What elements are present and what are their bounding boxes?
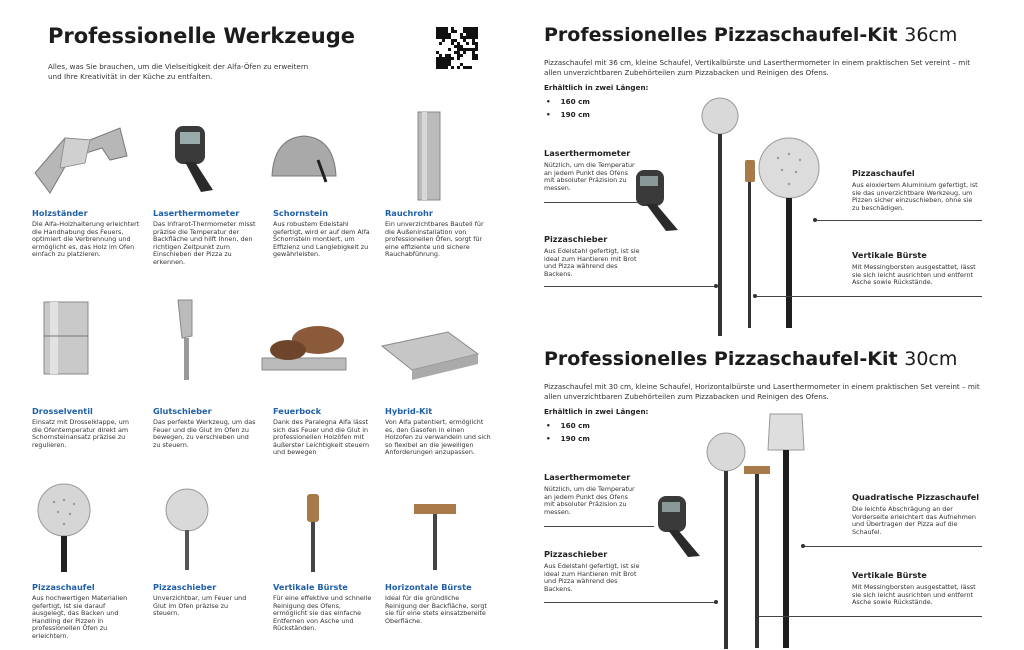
product-title-drosselventil: Drosselventil (32, 406, 93, 416)
qr-code-icon[interactable] (436, 27, 478, 69)
kit36-turning-peel-image (700, 94, 740, 338)
product-desc-vertikale-buerste: Für eine effektive und schnelle Reinigung des Ofens, ermöglicht sie das einfache Entfernen von Asche und Rückständen. (273, 594, 372, 633)
horizontal-brush-image (410, 500, 460, 572)
page-intro: Alles, was Sie brauchen, um die Vielseitigkeit der Alfa-Öfen zu erweitern und Ihre Kreativität in der Küche zu entfalten. (48, 62, 309, 81)
kit30-title-size: 30cm (904, 348, 958, 370)
product-title-pizzaschaufel: Pizzaschaufel (32, 582, 95, 592)
product-title-holzstaender: Holzständer (32, 208, 88, 218)
kit30-component-desc-pizzaschieber: Aus Edelstahl gefertigt, ist sie ideal zum Hantieren mit Brot und Pizza während des Backens. (544, 562, 640, 593)
product-desc-rauchrohr: Ein unverzichtbares Bauteil für die Außeninstallation von professionellen Öfen, sorgt für eine effiziente und sichere Rauchabführung. (385, 220, 484, 259)
kit36-component-desc-laserthermometer: Nützlich, um die Temperatur an jedem Punkt des Ofens mit absoluter Präzision zu messen. (544, 161, 635, 192)
product-desc-laserthermometer: Das Infrarot-Thermometer misst präzise die Temperatur der Backfläche und hilft Ihnen, den richtigen Zeitpunkt zum Einschieben der Pizza zu erkennen. (153, 220, 256, 266)
product-title-laserthermometer: Laserthermometer (153, 208, 240, 218)
product-desc-pizzaschaufel: Aus hochwertigen Materialien gefertigt, ist sie darauf ausgelegt, das Backen und Handling der Pizzen in professionellen Öfen zu erleichtern. (32, 594, 128, 640)
product-title-pizzaschieber: Pizzaschieber (153, 582, 217, 592)
page-title: Professionelle Werkzeuge (48, 24, 355, 48)
kit36-title-size: 36cm (904, 24, 958, 46)
smoke-pipe-image (412, 110, 446, 202)
pizza-turning-peel-image (162, 488, 212, 572)
laser-thermometer-image (165, 124, 225, 194)
kit30-square-peel-image (764, 410, 808, 650)
kit36-title (544, 24, 957, 46)
product-title-feuerbock: Feuerbock (273, 406, 322, 416)
kit30-length-1: • 160 cm (546, 421, 590, 430)
kit30-component-desc-laserthermometer: Nützlich, um die Temperatur an jedem Punkt des Ofens mit absoluter Präzision zu messen. (544, 485, 635, 516)
product-title-rauchrohr: Rauchrohr (385, 208, 433, 218)
product-desc-hybrid-kit: Von Alfa patentiert, ermöglicht es, den Gasofen in einen Holzofen zu verwandeln und sich so flexibel an die jeweiligen Anforderungen anzupassen. (385, 418, 491, 457)
kit30-component-title-vertikale-buerste: Vertikale Bürste (852, 570, 927, 580)
kit36-component-desc-pizzaschaufel: Aus eloxiertem Aluminium gefertigt, ist sie das unverzichtbare Werkzeug, um Pizzen sicher einzuschieben, ohne sie zu beschädigen. (852, 181, 978, 212)
product-desc-pizzaschieber: Unverzichtbar, um Feuer und Glut im Ofen präzise zu steuern. (153, 594, 247, 618)
ember-pusher-image (172, 296, 202, 382)
product-title-vertikale-buerste: Vertikale Bürste (273, 582, 348, 592)
kit30-availability-label: Erhältlich in zwei Längen: (544, 407, 649, 416)
kit30-component-title-pizzaschieber: Pizzaschieber (544, 549, 608, 559)
kit30-length-2: • 190 cm (546, 434, 590, 443)
kit36-title-bold: Professionelles Pizzaschaufel-Kit (544, 24, 898, 46)
kit30-thermometer-image (650, 494, 708, 558)
product-desc-holzstaender: Die Alfa-Holzhalterung erleichtert die Handhabung des Feuers, optimiert die Verbrennung und ermöglicht es, das Holz im Ofen einfach zu platzieren. (32, 220, 140, 259)
kit36-availability-label: Erhältlich in zwei Längen: (544, 83, 649, 92)
wood-stand-image (30, 118, 130, 198)
pizza-peel-perforated-image (36, 482, 92, 574)
product-title-hybrid-kit: Hybrid-Kit (385, 406, 433, 416)
product-title-glutschieber: Glutschieber (153, 406, 212, 416)
product-desc-drosselventil: Einsatz mit Drosselklappe, um die Ofentemperatur direkt am Schornsteinansatz präzise zu regulieren. (32, 418, 129, 449)
kit36-length-1: • 160 cm (546, 97, 590, 106)
product-title-horizontale-buerste: Horizontale Bürste (385, 582, 472, 592)
kit36-component-title-laserthermometer: Laserthermometer (544, 148, 631, 158)
kit36-intro: Pizzaschaufel mit 36 cm, kleine Schaufel, Vertikalbürste und Laserthermometer in einem praktischen Set vereint – mit allen unverzichtbaren Zubehörteilen zum Pizzabacken und Reinigen des Ofens. (544, 58, 971, 77)
product-desc-feuerbock: Dank des Paralegna Alfa lässt sich das Feuer und die Glut in professionellen Holzöfen mit äußerster Leichtigkeit steuern und bewegen (273, 418, 370, 457)
vertical-brush-image (298, 492, 328, 574)
kit30-component-title-quadratische-pizzaschaufel: Quadratische Pizzaschaufel (852, 492, 980, 502)
product-desc-glutschieber: Das perfekte Werkzeug, um das Feuer und die Glut im Ofen zu bewegen, zu verschieben und zu steuern. (153, 418, 256, 449)
fire-dog-image (258, 318, 350, 380)
product-title-schornstein: Schornstein (273, 208, 329, 218)
product-desc-horizontale-buerste: Ideal für die gründliche Reinigung der Backfläche, sorgt sie für eine stets einsatzbereite Oberfläche. (385, 594, 487, 625)
kit36-component-title-pizzaschaufel: Pizzaschaufel (852, 168, 915, 178)
kit30-component-title-laserthermometer: Laserthermometer (544, 472, 631, 482)
kit36-component-title-pizzaschieber: Pizzaschieber (544, 234, 608, 244)
throttle-valve-image (36, 296, 96, 380)
kit36-component-title-vertikale-buerste: Vertikale Bürste (852, 250, 927, 260)
kit36-component-desc-pizzaschieber: Aus Edelstahl gefertigt, ist sie ideal zum Hantieren mit Brot und Pizza während des Backens. (544, 247, 640, 278)
kit36-component-desc-vertikale-buerste: Mit Messingborsten ausgestattet, lässt sie sich leicht ausrichten und entfernt Asche sowie Rückstände. (852, 263, 976, 287)
chimney-cap-image (268, 130, 340, 190)
kit30-title (544, 348, 957, 370)
kit36-length-2: • 190 cm (546, 110, 590, 119)
product-desc-schornstein: Aus robustem Edelstahl gefertigt, wird er auf dem Alfa Schornstein montiert, um Effizienz und Langlebigkeit zu gewährleisten. (273, 220, 370, 259)
kit36-thermometer-image (628, 168, 686, 232)
kit36-pizza-peel-image (758, 134, 820, 330)
kit30-title-bold: Professionelles Pizzaschaufel-Kit (544, 348, 898, 370)
kit30-component-desc-vertikale-buerste: Mit Messingborsten ausgestattet, lässt sie sich leicht ausrichten und entfernt Asche sowie Rückstände. (852, 583, 976, 607)
hybrid-kit-image (378, 326, 482, 384)
kit30-component-desc-quadratische-pizzaschaufel: Die leichte Abschrägung an der Vorderseite erleichtert das Aufnehmen und Übertragen der Pizza auf die Schaufel. (852, 505, 976, 536)
kit36-vertical-brush-image (742, 158, 758, 330)
kit30-intro: Pizzaschaufel mit 30 cm, kleine Schaufel, Horizontalbürste und Laserthermometer in einem praktischen Set vereint – mit allen unverzichtbaren Zubehörteilen zum Pizzabacken und Reinigen des Ofens. (544, 382, 980, 401)
